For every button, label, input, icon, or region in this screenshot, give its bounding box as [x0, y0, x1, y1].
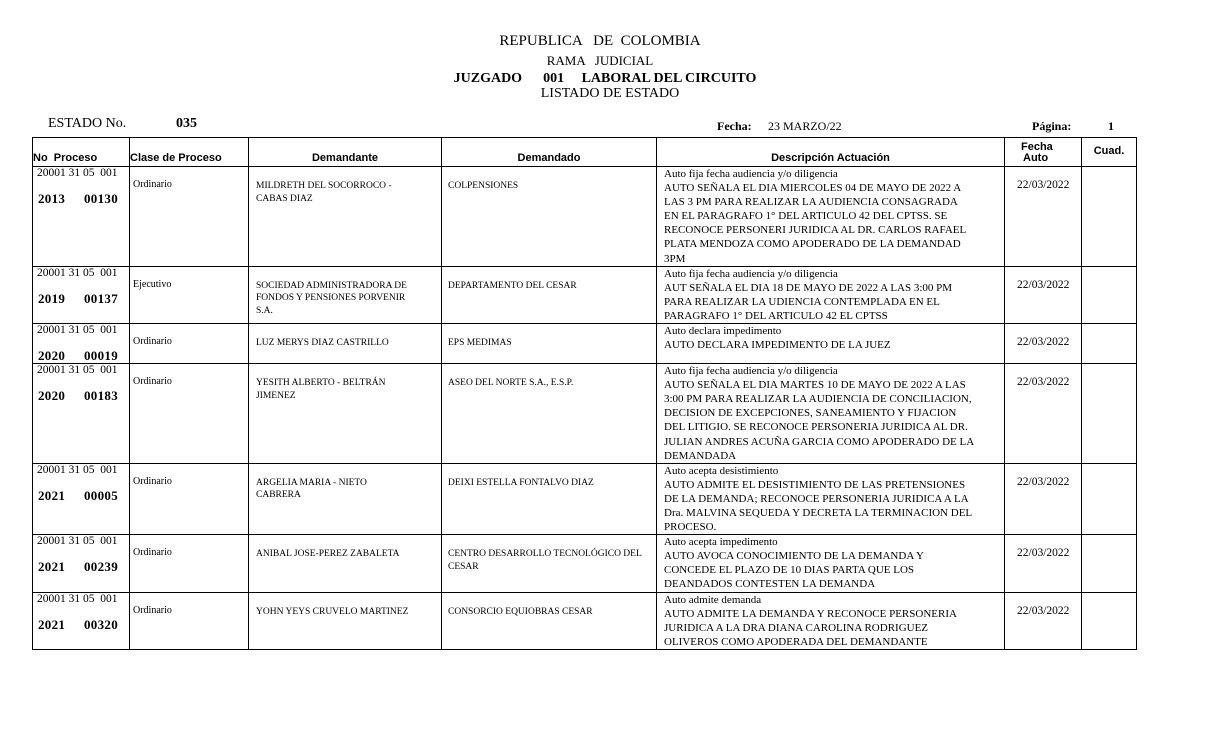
- proceso-year: 2020: [38, 388, 66, 404]
- descripcion-body: AUTO DECLARA IMPEDIMENTO DE LA JUEZ: [664, 339, 891, 352]
- cell-demandado: [442, 463, 657, 534]
- proceso-num: 00239: [84, 559, 118, 575]
- demandado-text: DEPARTAMENTO DEL CESAR: [448, 280, 577, 291]
- proceso-num: 00320: [84, 616, 118, 632]
- proceso-num: 00183: [84, 388, 118, 404]
- cell-no-proceso: [33, 324, 130, 364]
- header-country: REPUBLICA DE COLOMBIA: [499, 33, 701, 49]
- demandante-text: ARGELIA MARIA - NIETO CABRERA: [256, 477, 367, 501]
- cell-descripcion: [657, 324, 1005, 364]
- fecha-auto-text: 22/03/2022: [1017, 336, 1070, 349]
- cell-fecha-auto: [1005, 463, 1082, 534]
- proceso-numero: [33, 350, 129, 363]
- proceso-radicado: 20001 31 05 001: [37, 535, 118, 548]
- table-row: [33, 266, 1137, 323]
- cell-fecha-auto: [1005, 364, 1082, 464]
- fecha-auto-text: 22/03/2022: [1017, 604, 1070, 617]
- estado-table: [32, 137, 1137, 650]
- proceso-year: 2021: [38, 559, 66, 575]
- col-header-descripcion: Descripción Actuación: [657, 138, 1005, 167]
- proceso-radicado: 20001 31 05 001: [37, 592, 118, 605]
- cell-fecha-auto: [1005, 167, 1082, 267]
- proceso-num: 00137: [84, 290, 118, 306]
- proceso-radicado: 20001 31 05 001: [37, 167, 118, 179]
- cell-no-proceso: [33, 364, 130, 464]
- cell-demandado: [442, 592, 657, 649]
- proceso-radicado: 20001 31 05 001: [37, 463, 118, 476]
- cell-clase: [130, 592, 249, 649]
- demandado-text: ASEO DEL NORTE S.A., E.S.P.: [448, 378, 574, 389]
- clase-text: Ordinario: [133, 475, 172, 487]
- estado-label: ESTADO No.: [48, 116, 127, 131]
- col-header-demandante: Demandante: [249, 138, 442, 167]
- cell-demandante: [249, 463, 442, 534]
- proceso-year: 2019: [38, 290, 66, 306]
- descripcion-body: AUTO ADMITE LA DEMANDA Y RECONOCE PERSONERIA JURIDICA A LA DRA DIANA CAROLINA RODRIGUEZ OLIVEROS COMO APODERADA DEL DEMANDANTE: [664, 607, 957, 648]
- cell-demandado: [442, 535, 657, 592]
- cell-demandante: [249, 592, 442, 649]
- cell-fecha-auto: [1005, 324, 1082, 364]
- demandante-text: LUZ MERYS DIAZ CASTRILLO: [256, 338, 389, 349]
- table-row: [33, 324, 1137, 364]
- proceso-numero: [33, 487, 129, 503]
- demandante-text: MILDRETH DEL SOCORROCO - CABAS DIAZ: [256, 181, 392, 204]
- fecha-auto-text: 22/03/2022: [1017, 547, 1070, 560]
- descripcion-title: Auto admite demanda: [664, 593, 762, 606]
- fecha-auto-text: 22/03/2022: [1017, 376, 1070, 389]
- descripcion-title: Auto fija fecha audiencia y/o diligencia: [664, 168, 838, 180]
- table-row: [33, 592, 1137, 649]
- col-header-fecha-auto-line1: Fecha: [1021, 141, 1053, 153]
- cell-cuad: [1082, 324, 1137, 364]
- cell-clase: [130, 535, 249, 592]
- cell-demandante: [249, 167, 442, 267]
- cell-clase: [130, 463, 249, 534]
- clase-text: Ordinario: [133, 179, 172, 190]
- fecha-label: Fecha:: [717, 119, 752, 133]
- cell-cuad: [1082, 364, 1137, 464]
- cell-descripcion: [657, 167, 1005, 267]
- demandante-text: YESITH ALBERTO - BELTRÁN JIMENEZ: [256, 378, 386, 401]
- clase-text: Ordinario: [133, 336, 172, 348]
- descripcion-title: Auto acepta desistimiento: [664, 464, 779, 477]
- cell-clase: [130, 266, 249, 323]
- descripcion-body: AUTO AVOCA CONOCIMIENTO DE LA DEMANDA Y CONCEDE EL PLAZO DE 10 DIAS PARTA QUE LOS DEANDADOS CONTESTEN LA DEMANDA: [664, 550, 924, 591]
- descripcion-body: AUTO SEÑALA EL DIA MARTES 10 DE MAYO DE 2022 A LAS 3:00 PM PARA REALIZAR LA AUDIENCIA DE CONCILIACION, DECISION DE EXCEPCIONES, SANEAMIENTO Y FIJACION DEL LITIGIO. SE RECONOCE PERSONERIA JURIDICA AL DR. JULIAN ANDRES ACUÑA GARCIA COMO APODERADO DE LA DEMANDADA: [664, 379, 974, 462]
- pagina-value: 1: [1108, 119, 1114, 133]
- demandante-text: SOCIEDAD ADMINISTRADORA DE FONDOS Y PENSIONES PORVENIR S.A.: [256, 280, 407, 316]
- proceso-year: 2013: [38, 191, 66, 206]
- proceso-year: 2021: [38, 487, 66, 503]
- proceso-numero: [33, 193, 129, 206]
- cell-demandante: [249, 324, 442, 364]
- proceso-radicado: 20001 31 05 001: [37, 324, 118, 337]
- table-row: [33, 535, 1137, 592]
- demandado-text: EPS MEDIMAS: [448, 338, 512, 349]
- cell-descripcion: [657, 266, 1005, 323]
- clase-text: Ordinario: [133, 604, 172, 616]
- header-court: JUZGADO 001 LABORAL DEL CIRCUITO: [453, 71, 757, 86]
- proceso-year: 2020: [38, 348, 66, 364]
- cell-demandante: [249, 266, 442, 323]
- descripcion-title: Auto acepta impedimento: [664, 536, 778, 549]
- pagina-label: Página:: [1032, 119, 1072, 133]
- demandado-text: DEIXI ESTELLA FONTALVO DIAZ: [448, 477, 594, 488]
- descripcion-title: Auto declara impedimento: [664, 325, 782, 338]
- descripcion-body: AUTO ADMITE EL DESISTIMIENTO DE LAS PRETENSIONES DE LA DEMANDA; RECONOCE PERSONERIA JURIDICA A LA Dra. MALVINA SEQUEDA Y DECRETA LA TERMINACION DEL PROCESO.: [664, 478, 972, 534]
- cell-no-proceso: [33, 592, 130, 649]
- cell-cuad: [1082, 463, 1137, 534]
- cell-clase: [130, 364, 249, 464]
- cell-clase: [130, 324, 249, 364]
- header-listing-title: LISTADO DE ESTADO: [540, 86, 680, 101]
- clase-text: Ejecutivo: [133, 278, 172, 290]
- cell-fecha-auto: [1005, 592, 1082, 649]
- descripcion-body: AUT SEÑALA EL DIA 18 DE MAYO DE 2022 A LAS 3:00 PM PARA REALIZAR LA UDIENCIA CONTEMPLADA EN EL PARAGRAFO 1° DEL ARTICULO 42 EL CPTSS: [664, 281, 953, 322]
- col-header-no-proceso: No Proceso: [33, 138, 130, 167]
- descripcion-title: Auto fija fecha audiencia y/o diligencia: [664, 267, 838, 280]
- cell-no-proceso: [33, 535, 130, 592]
- header-branch: RAMA JUDICIAL: [546, 53, 654, 68]
- cell-descripcion: [657, 535, 1005, 592]
- cell-fecha-auto: [1005, 535, 1082, 592]
- cell-demandado: [442, 324, 657, 364]
- cell-no-proceso: [33, 167, 130, 267]
- proceso-radicado: 20001 31 05 001: [37, 364, 118, 377]
- cell-cuad: [1082, 266, 1137, 323]
- col-header-cuad: Cuad.: [1082, 138, 1137, 167]
- cell-cuad: [1082, 535, 1137, 592]
- cell-demandado: [442, 364, 657, 464]
- col-header-demandado: Demandado: [442, 138, 657, 167]
- clase-text: Ordinario: [133, 376, 172, 388]
- cell-descripcion: [657, 364, 1005, 464]
- clase-text: Ordinario: [133, 547, 172, 559]
- table-row: [33, 364, 1137, 464]
- proceso-numero: [33, 390, 129, 403]
- proceso-year: 2021: [38, 616, 66, 632]
- cell-descripcion: [657, 592, 1005, 649]
- cell-demandante: [249, 364, 442, 464]
- proceso-numero: [33, 290, 129, 306]
- cell-cuad: [1082, 167, 1137, 267]
- descripcion-title: Auto fija fecha audiencia y/o diligencia: [664, 365, 838, 378]
- proceso-num: 00019: [84, 348, 118, 364]
- proceso-radicado: 20001 31 05 001: [37, 266, 118, 279]
- cell-no-proceso: [33, 463, 130, 534]
- demandado-text: COLPENSIONES: [448, 181, 519, 191]
- fecha-auto-text: 22/03/2022: [1017, 475, 1070, 488]
- demandado-text: CENTRO DESARROLLO TECNOLÓGICO DEL CESAR: [448, 549, 642, 572]
- demandante-text: ANIBAL JOSE-PEREZ ZABALETA: [256, 549, 400, 560]
- cell-demandado: [442, 167, 657, 267]
- demandado-text: CONSORCIO EQUIOBRAS CESAR: [448, 606, 593, 617]
- fecha-value: 23 MARZO/22: [768, 119, 842, 133]
- col-header-fecha-auto-line2: Auto: [1023, 152, 1049, 164]
- fecha-auto-text: 22/03/2022: [1017, 179, 1070, 191]
- col-header-fecha-auto: [1005, 138, 1082, 167]
- cell-demandado: [442, 266, 657, 323]
- table-body: [33, 167, 1137, 650]
- cell-fecha-auto: [1005, 266, 1082, 323]
- col-header-clase: Clase de Proceso: [130, 138, 249, 167]
- proceso-numero: [33, 616, 129, 632]
- fecha-auto-text: 22/03/2022: [1017, 278, 1070, 291]
- demandante-text: YOHN YEYS CRUVELO MARTINEZ: [256, 606, 409, 617]
- table-row: [33, 463, 1137, 534]
- proceso-numero: [33, 561, 129, 574]
- cell-clase: [130, 167, 249, 267]
- descripcion-body: AUTO SEÑALA EL DIA MIERCOLES 04 DE MAYO DE 2022 A LAS 3 PM PARA REALIZAR LA AUDIENCIA CONSAGRADA EN EL PARAGRAFO 1° DEL ARTICULO 42 DEL CPTSS. SE RECONOCE PERSONERI JURIDICA AL DR. CARLOS RAFAEL PLATA MENDOZA COMO APODERADO DE LA DEMANDAD 3PM: [664, 182, 966, 265]
- estado-number: 035: [176, 116, 197, 131]
- cell-descripcion: [657, 463, 1005, 534]
- cell-cuad: [1082, 592, 1137, 649]
- cell-no-proceso: [33, 266, 130, 323]
- table-row: [33, 167, 1137, 267]
- proceso-num: 00130: [84, 191, 118, 206]
- cell-demandante: [249, 535, 442, 592]
- proceso-num: 00005: [84, 487, 118, 503]
